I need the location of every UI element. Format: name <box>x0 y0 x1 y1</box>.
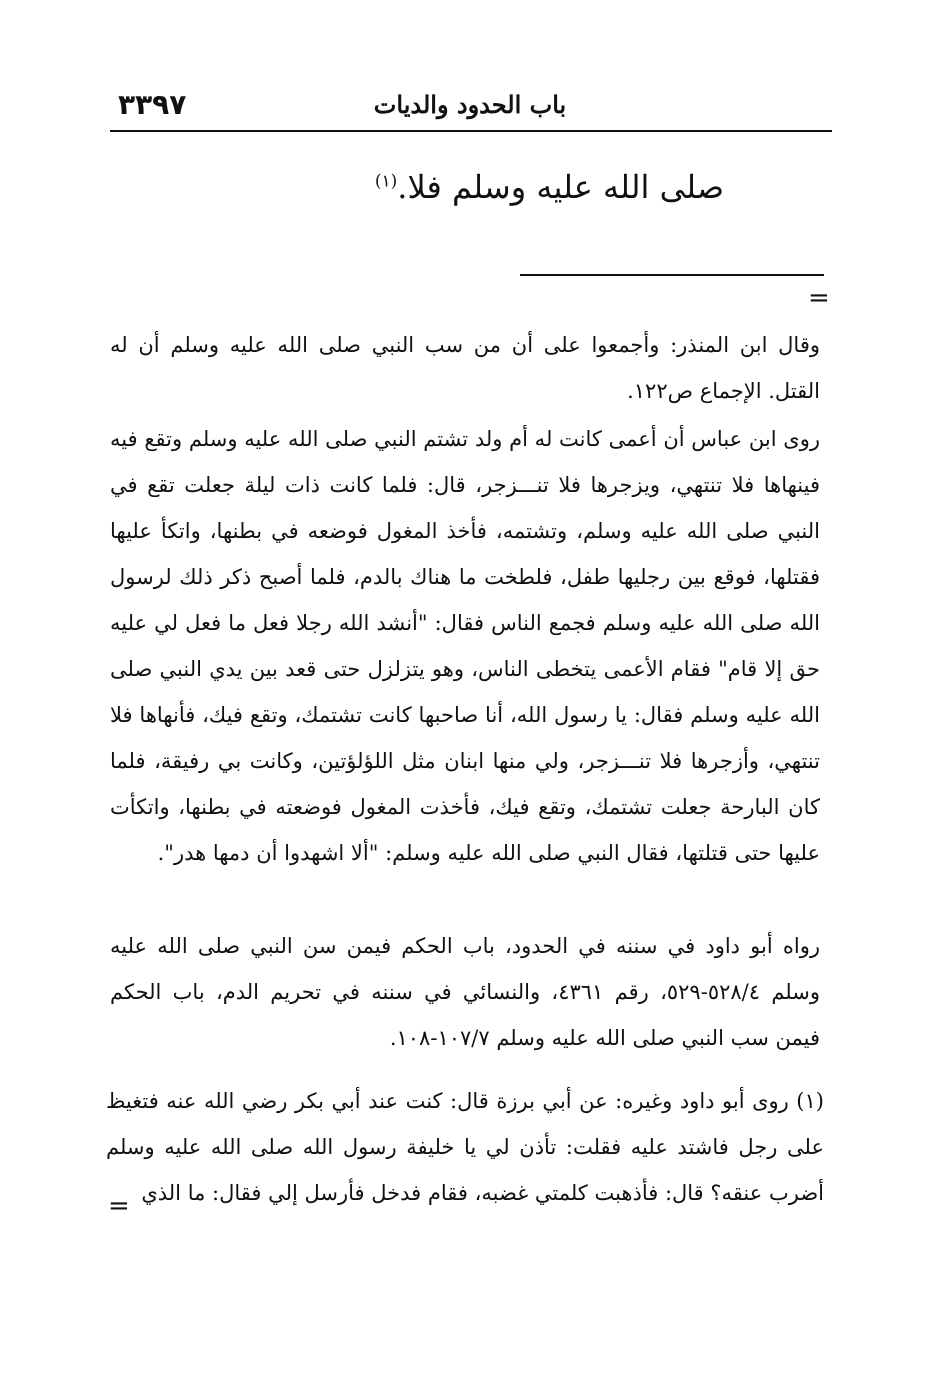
footnote-paragraph-ijma: وقال ابن المنذر: وأجمعوا على أن من سب النبي صلى الله عليه وسلم أن له القتل. الإجماع ص١٢٢. <box>110 333 820 403</box>
footnote-paragraph-hadith: روى ابن عباس أن أعمى كانت له أم ولد تشتم النبي صلى الله عليه وسلم وتقع فيه فينهاها فلا تنتهي، ويزجرها فلا تنـــزجر، قال: فلما كانت ذات ليلة جعلت تقع في النبي صلى الله عليه وسلم، وتشتمه، فأخذ المغول فوضعه في بطنها، واتكأ عليها فقتلها، فوقع بين رجليها طفل، فلطخت ما هناك بالدم، فلما أصبح ذكر ذلك لرسول الله صلى الله عليه وسلم فجمع الناس فقال: "أنشد الله رجلا فعل ما فعل لي عليه حق إلا قام" فقام الأعمى يتخطى الناس، وهو يتزلزل حتى قعد بين يدي النبي صلى الله عليه وسلم فقال: يا رسول الله، أنا صاحبها كانت تشتمك، وتقع فيك، فأنهاها فلا تنتهي، وأزجرها فلا تنـــزجر، ولي منها ابنان مثل اللؤلؤتين، وكانت بي رفيقة، فلما كان البارحة جعلت تشتمك، وتقع فيك، فأخذت المغول فوضعته في بطنها، واتكأت عليها حتى قتلتها، فقال النبي صلى الله عليه وسلم: "ألا اشهدوا أن دمها هدر". <box>110 427 820 865</box>
footnote-reference: (١) <box>374 171 398 192</box>
main-text: صلى الله عليه وسلم فلا. <box>397 168 724 206</box>
page-number: ٣٣٩٧ <box>118 88 187 121</box>
page-header <box>110 88 830 128</box>
footnote-separator <box>520 274 824 276</box>
footnote-1: (١) روى أبو داود وغيره: عن أبي برزة قال: كنت عند أبي بكر رضي الله عنه فتغيظ على رجل فاشتد عليه فقلت: تأذن لي يا خليفة رسول الله صلى الله عليه وسلم أضرب عنقه؟ قال: فأذهبت كلمتي غضبه، فقام فدخل فأرسل إلي فقال: ما الذي <box>106 1089 824 1205</box>
bottom-continuation-mark: = <box>108 1191 130 1221</box>
footnote-paragraph-citation: رواه أبو داود في سننه في الحدود، باب الحكم فيمن سن النبي صلى الله عليه وسلم ٥٢٨/٤-٥٢٩، رقم ٤٣٦١، والنسائي في سننه في تحريم الدم، باب الحكم فيمن سب النبي صلى الله عليه وسلم ١٠٧/٧-١٠٨. <box>110 934 820 1050</box>
continuation-mark: = <box>808 283 830 313</box>
running-title: باب الحدود والديات <box>373 90 567 119</box>
header-rule <box>110 130 832 132</box>
main-text-line <box>375 168 724 206</box>
